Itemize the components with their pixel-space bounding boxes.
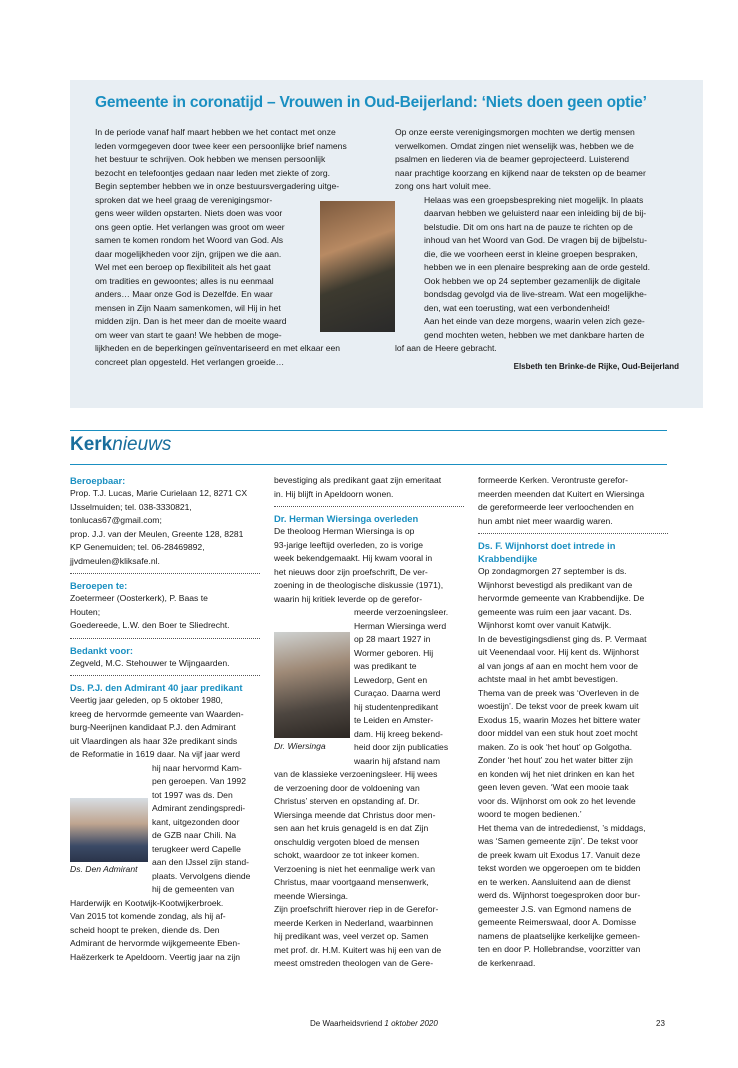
text-line: was predikant te (354, 661, 417, 671)
text-line: voor ds. Wijnhorst om ook zo het levende (478, 795, 636, 806)
text-line: burg-Neerijnen kandidaat P.J. den Admirant (70, 722, 236, 732)
text-line: de gereformeerde leer verloochenden en (478, 502, 634, 512)
text-line: de Reformatie in 1619 daar. Na vijf jaar werd (70, 749, 241, 759)
text-line: het bestuur te schrijven. Ook hebben we mensen persoonlijk (95, 154, 326, 164)
text-line: Haëzerkerk te Apeldoorn. Veertig jaar na zijn (70, 951, 241, 962)
text-line: uit Veenendaal voor. Hij kent ds. Wijnhorst (478, 647, 639, 657)
heading-beroepbaar: Beroepbaar: (70, 475, 126, 486)
section-title (70, 434, 171, 456)
text-line: ons geen optie. Het verlangen was groot om weer (95, 221, 285, 232)
text-line: Zoetermeer (Oosterkerk), P. Baas te (70, 593, 208, 603)
text-line: Verzoening is niet het eenmalige werk van (274, 863, 435, 874)
text-line: kreeg de hervormde gemeente van Waarden- (70, 708, 244, 719)
text-line: Admirant de hervormde wijkgemeente Eben- (70, 938, 241, 948)
section-rule-bottom (70, 464, 667, 465)
text-line: sproken dat we heel graag de verenigingsmor- (95, 194, 273, 205)
text-line: Herman Wiersinga werd (354, 620, 447, 631)
text-line: met prof. dr. H.M. Kuitert was hij een van de (274, 944, 442, 955)
text-line: Lewedorp, Gent en (354, 674, 428, 685)
text-line: gemeester J.S. van Egmond namens de (478, 903, 632, 914)
dotted-divider (70, 675, 260, 676)
text-line: die, die we voorheen eerst in kleine groepen bespraken, (424, 248, 638, 259)
text-line: psalmen en liederen via de beamer geprojecteerd. Luisterend (395, 154, 630, 164)
text-line: Zonder ‘het hout’ zou het water bitter zijn (478, 755, 633, 765)
text-line: Van 2015 tot komende zondag, als hij af- (70, 911, 226, 921)
text-line: door middel van een stuk hout zoet mocht (478, 728, 638, 738)
text-line: Zijn proefschrift hierover riep in de Gerefor- (274, 904, 439, 914)
text-line: zong ons hart voluit mee. (395, 181, 492, 191)
text-line: hij predikant was, veel verzet op. Samen (274, 931, 429, 941)
text-line: formeerde Kerken. Verontruste gerefor- (478, 475, 628, 485)
text-line: mensen in Zijn Naam samenkomen, wil Hij in het (95, 302, 281, 313)
heading-wijnhorst-line2: Krabbendijke (478, 553, 538, 564)
text-line: Curaçao. Daarna werd (354, 688, 441, 698)
text-line: Exodus 15, waarin Mozes het bittere water (478, 714, 641, 725)
text-line: daar mogelijkheden voor zijn, grijpen we die aan. (95, 248, 282, 259)
text-line: om weer van start te gaan! We hebben de moge- (95, 329, 282, 340)
section-rule-top (70, 430, 667, 431)
text-line: gemeente Reimerswaal, door A. Domisse (478, 917, 637, 927)
text-line: achtste maal in het ambt bevestigen. (478, 674, 618, 684)
heading-wiersinga: Dr. Herman Wiersinga overleden (274, 513, 419, 524)
text-line: meest omstreden theologen van de Gere- (274, 958, 434, 968)
text-line: plaats. Vervolgens diende (152, 870, 251, 881)
heading-bedankt: Bedankt voor: (70, 644, 134, 656)
section-title-bold: Kerk (70, 434, 113, 455)
text-line: week bekendgemaakt. Hij kwam vooral in (274, 553, 433, 563)
text-line: belstudie. Dit om ons hart na de pauze te richten op de (424, 221, 633, 232)
text-line: Zegveld, M.C. Stehouwer te Wijngaarden. (70, 657, 230, 668)
text-line: tekst worden we opgeroepen om te bidden (478, 863, 641, 873)
text-line: lijkheden en de beperkingen geïnventariseerd en met elkaar een (95, 343, 341, 353)
text-line: zoening in de theologische diskussie (1971), (274, 580, 444, 590)
text-line: sen aan het kruis genageld is en dat Zijn (274, 823, 429, 833)
text-line: hij studentenpredikant (354, 701, 439, 712)
portrait-photo-elsbeth (320, 201, 395, 332)
text-line: Christus, maar voortgaand mensenwerk, (274, 877, 429, 887)
heading-admirant: Ds. P.J. den Admirant 40 jaar predikant (70, 682, 243, 693)
text-line: om tradities en gewoontes; alles is nu eenmaal (95, 275, 274, 286)
text-line: Veertig jaar geleden, op 5 oktober 1980, (70, 695, 223, 705)
text-line: naar prachtige koorzang en kijkend naar de teksten op de beamer (395, 167, 646, 178)
portrait-photo-den-admirant (70, 798, 148, 862)
text-line: IJsselmuiden; tel. 038-3330821, (70, 501, 192, 512)
page-number: 23 (656, 1019, 665, 1028)
email-text: jjvdmeulen@kliksafe.nl. (70, 555, 160, 566)
text-line: op 28 maart 1927 in (354, 634, 431, 644)
text-line: Wijnhorst bevestigd als predikant van de (478, 579, 633, 590)
feature-title: Gemeente in coronatijd – Vrouwen in Oud-Beijerland: ‘Niets doen geen optie’ (95, 94, 647, 111)
text-line: lof aan de Heere gebracht. (395, 343, 497, 353)
text-line: tot 1997 was ds. Den (152, 789, 233, 800)
text-line: waarin hij afstand nam (354, 755, 440, 766)
text-line: hervormde gemeente van Krabbendijke. De (478, 593, 645, 603)
text-line: Op zondagmorgen 27 september is ds. (478, 566, 627, 576)
text-line: bondsdag gevolgd via de live-stream. Wat een mogelijkhe- (424, 289, 647, 299)
text-line: samen te komen rondom het Woord van God. Als (95, 235, 284, 245)
text-line: pen geroepen. Van 1992 (152, 776, 246, 786)
text-line: Op onze eerste verenigingsmorgen mochten we dertig mensen (395, 127, 635, 137)
text-line: de preek kwam uit Exodus 17. Vanuit deze (478, 849, 641, 860)
text-line: Ook hebben we op 24 september gezamenlijk de digitale (424, 275, 641, 286)
text-line: concreet plan opgesteld. Het verlangen groeide… (95, 356, 285, 367)
text-line: schokt, waardoor ze tot inkeer komen. (274, 850, 420, 860)
text-line: Wijnhorst komt over vanuit Katwijk. (478, 620, 612, 630)
text-line: namens de plaatselijke kerkelijke gemeen- (478, 930, 640, 941)
text-line: en te werken. Aansluitend aan de dienst (478, 876, 631, 887)
text-line: Wormer geboren. Hij (354, 647, 434, 658)
text-line: gemeente was ruim een jaar vacant. Ds. (478, 606, 632, 617)
text-line: meende Wiersinga. (274, 890, 349, 901)
text-line: verwelkomen. Omdat zingen niet wenselijk was, hebben we de (395, 140, 634, 151)
text-line: meerde Kerken in Nederland, waarbinnen (274, 917, 434, 928)
text-line: uit Vlaardingen als haar 32e predikant sinds (70, 735, 238, 746)
news-column-1 (70, 474, 260, 964)
email-text: tonlucas67@gmail.com; (70, 515, 162, 525)
text-line: Admirant zendingspredi- (152, 803, 246, 813)
text-line: gend mochten weten, hebben we met dankbare harten de (424, 329, 645, 340)
text-line: In de periode vanaf half maart hebben we het contact met onze (95, 127, 336, 137)
text-line: hebben we in een plenaire bespreking aan de orde gesteld. (424, 262, 650, 272)
text-line: hij de gemeenten van (152, 884, 235, 894)
heading-beroepen: Beroepen te: (70, 580, 128, 591)
text-line: in. Hij blijft in Apeldoorn wonen. (274, 488, 394, 499)
text-line: Goedereede, L.W. den Boer te Sliedrecht. (70, 620, 230, 630)
text-line: de kerkenraad. (478, 957, 536, 968)
text-line: van de klassieke verzoeningsleer. Hij wees (274, 769, 438, 779)
text-line: gens weer wilden opstarten. Niets doen was voor (95, 208, 283, 218)
text-line: kant, uitgezonden door (152, 816, 240, 827)
text-line: KP Genemuiden; tel. 06-28469892, (70, 542, 205, 552)
text-line: Begin september hebben we in onze bestuursvergadering uitge- (95, 181, 340, 191)
text-line: Thema van de preek was ‘Overleven in de (478, 687, 639, 698)
footer-magazine: De Waarheidsvriend (310, 1019, 383, 1028)
footer-source (310, 1019, 438, 1028)
text-line: onschuldig vergoten bloed de mensen (274, 836, 420, 847)
text-line: maken. Zo is ook ‘het hout’ op Golgotha. (478, 741, 632, 752)
text-line: Christus’ sterven en opstanding af. Dr. (274, 796, 420, 806)
text-line: was ‘Samen gemeente zijn’. De tekst voor (478, 836, 639, 846)
text-line: Prop. T.J. Lucas, Marie Curielaan 12, 8271 CX (70, 488, 248, 498)
text-line: aan den IJssel zijn stand- (152, 857, 249, 867)
text-line: midden zijn. Dan is het meer dan de moeite waard (95, 316, 287, 326)
text-line: ten en door P. Hollebrandse, voorzitter van (478, 944, 641, 954)
heading-wijnhorst-line1: Ds. F. Wijnhorst doet intrede in (478, 540, 616, 551)
text-line: In de bevestigingsdienst ging ds. P. Vermaat (478, 633, 647, 644)
feature-signature: Elsbeth ten Brinke-de Rijke, Oud-Beijerland (513, 362, 679, 371)
section-title-italic: nieuws (112, 434, 172, 455)
text-line: meerden meenden dat Kuitert en Wiersinga (478, 488, 645, 499)
text-line: hij naar hervormd Kam- (152, 762, 242, 773)
text-line: het nieuws door zijn proefschrift, De ver- (274, 566, 428, 577)
text-line: en konden wij het niet drinken en kan het (478, 768, 635, 779)
text-line: den, wat een toerusting, wat een verbondenheid! (424, 302, 610, 313)
text-line: geen leven geven. ‘Wat een mooie taak (478, 782, 629, 792)
news-column-3 (478, 474, 668, 970)
feature-right-column (395, 126, 685, 356)
text-line: dam. Hij kreeg bekend- (354, 728, 443, 739)
text-line: bevestiging als predikant gaat zijn emeritaat (274, 475, 442, 485)
feature-box (70, 80, 703, 408)
text-line: woord te mogen bedienen.’ (478, 809, 582, 819)
text-line: hun ambt niet meer waardig waren. (478, 515, 613, 526)
text-line: 93-jarige leeftijd overleden, zo is vorige (274, 539, 424, 550)
text-line: Harderwijk en Kootwijk-Kootwijkerbroek. (70, 897, 224, 908)
text-line: al van jongs af aan en mocht hem voor de (478, 660, 639, 671)
text-line: inhoud van het Woord van God. De vragen bij de bijbelstu- (424, 235, 647, 245)
text-line: Houten; (70, 606, 101, 617)
text-line: scheid hoopt te preken, diende ds. Den (70, 924, 220, 935)
text-line: de GZB naar Chili. Na (152, 830, 237, 840)
text-line: Het thema van de intrededienst, ’s middags, (478, 822, 646, 833)
text-line: Aan het einde van deze morgens, waarin velen zich geze- (424, 316, 645, 326)
text-line: prop. J.J. van der Meulen, Greente 128, 8281 (70, 528, 244, 539)
text-line: woestijn’. De tekst voor de preek kwam uit (478, 701, 639, 711)
text-line: te Leiden en Amster- (354, 715, 434, 725)
dotted-divider (70, 573, 260, 574)
text-line: werd ds. Wijnhorst toegesproken door bur- (478, 890, 641, 900)
text-line: anders… Maar onze God is Dezelfde. En waar (95, 289, 273, 299)
text-line: Helaas was een groepsbespreking niet mogelijk. In plaats (424, 194, 644, 205)
dotted-divider (274, 506, 464, 507)
text-line: heid door zijn publicaties (354, 742, 449, 752)
text-line: Wel met een beroep op flexibiliteit als het gaat (95, 262, 271, 272)
dotted-divider (70, 638, 260, 639)
text-line: bezocht en telefoontjes gedaan naar leden met ziekte of zorg. (95, 167, 331, 178)
caption-wiersinga: Dr. Wiersinga (274, 741, 326, 751)
footer-date: 1 oktober 2020 (384, 1019, 438, 1028)
dotted-divider (478, 533, 668, 534)
text-line: leden vormgegeven door twee keer een persoonlijke brief namens (95, 140, 347, 151)
text-line: daarvan hebben we geluisterd naar een inleiding bij de bij- (424, 208, 647, 218)
text-line: de verzoening door de voldoening van (274, 782, 420, 793)
text-line: terugkeer werd Capelle (152, 843, 241, 854)
portrait-photo-wiersinga (274, 632, 350, 738)
caption-den-admirant: Ds. Den Admirant (70, 864, 138, 874)
text-line: De theoloog Herman Wiersinga is op (274, 526, 415, 536)
text-line: meerde verzoeningsleer. (354, 607, 449, 617)
text-line: Wiersinga meende dat Christus door men- (274, 809, 436, 820)
text-line: waarin hij kritiek leverde op de gerefor- (274, 593, 423, 604)
